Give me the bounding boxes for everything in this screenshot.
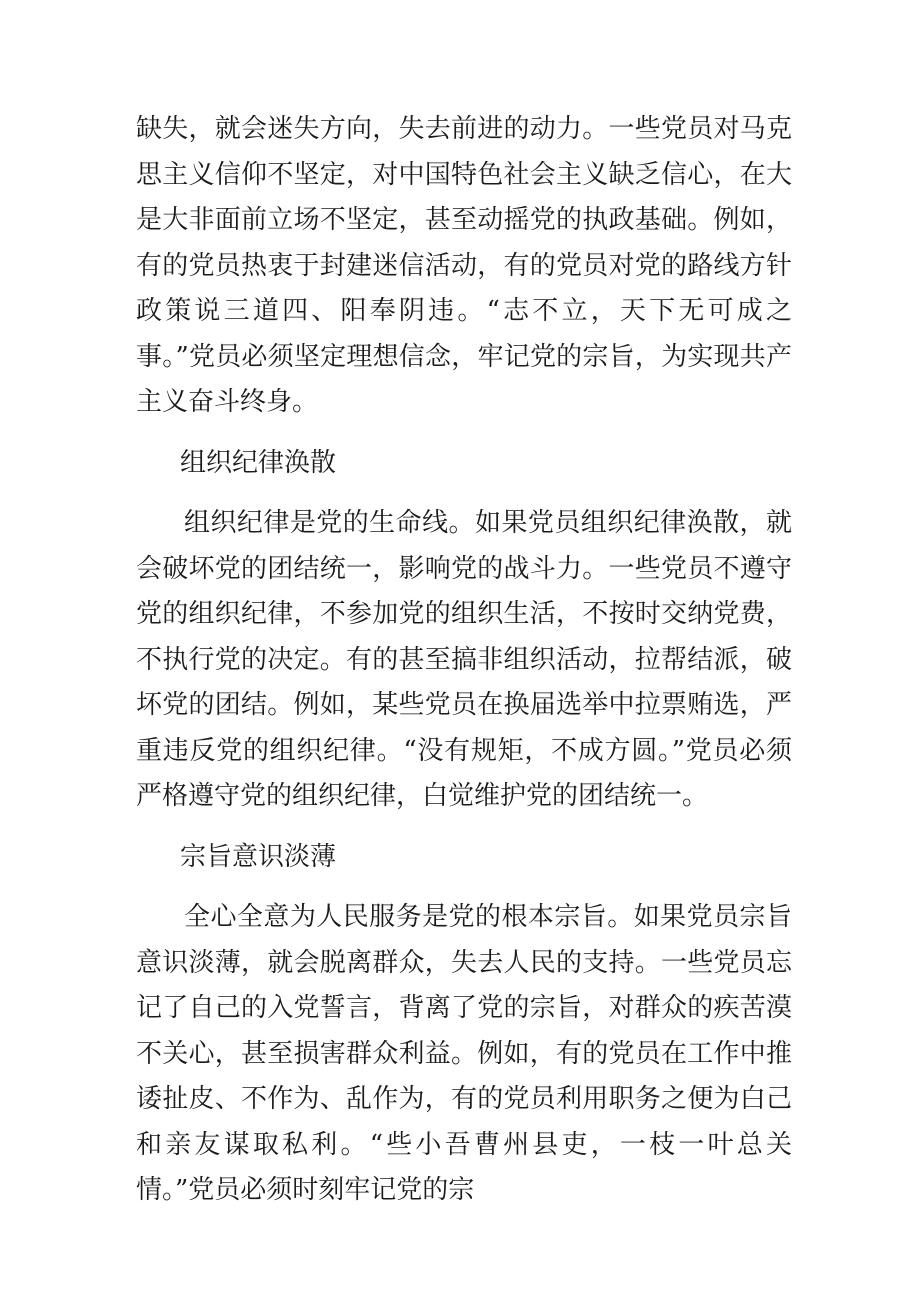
section-heading-discipline: 组织纪律涣散 [180, 447, 337, 478]
paragraph-discipline: 组织纪律是党的生命线。如果党员组织纪律涣散，就会破坏党的团结统一，影响党的战斗力。一些党员不遵守党的组织纪律，不参加党的组织生活，不按时交纳党费，不执行党的决定。有的甚至搞非组织活动，拉帮结派，破坏党的团结。例如，某些党员在换届选举中拉票贿选，严重违反党的组织纪律。“没有规矩，不成方圆。”党员必须严格遵守党的组织纪律，白觉维护党的团结统一。 [136, 508, 792, 811]
paragraph-purpose: 全心全意为人民服务是党的根本宗旨。如果党员宗旨意识淡薄，就会脱离群众，失去人民的支持。一些党员忘记了自己的入党誓言，背离了党的宗旨，对群众的疾苦漠不关心，甚至损害群众利益。例如，有的党员在工作中推诿扯皮、不作为、乱作为，有的党员利用职务之便为白己和亲友谋取私利。“些小吾曹州县吏，一枝一叶总关情。”党员必须时刻牢记党的宗 [136, 902, 792, 1205]
section-heading-purpose: 宗旨意识淡薄 [180, 841, 337, 872]
document-body [136, 107, 792, 1214]
paragraph-ideals: 缺失，就会迷失方向，失去前进的动力。一些党员对马克思主义信仰不坚定，对中国特色社会主义缺乏信心，在大是大非面前立场不坚定，甚至动摇党的执政基础。例如，有的党员热衷于封建迷信活动，有的党员对党的路线方针政策说三道四、阳奉阴违。“志不立，天下无可成之事。”党员必须坚定理想信念，牢记党的宗旨，为实现共产主义奋斗终身。 [136, 114, 792, 417]
